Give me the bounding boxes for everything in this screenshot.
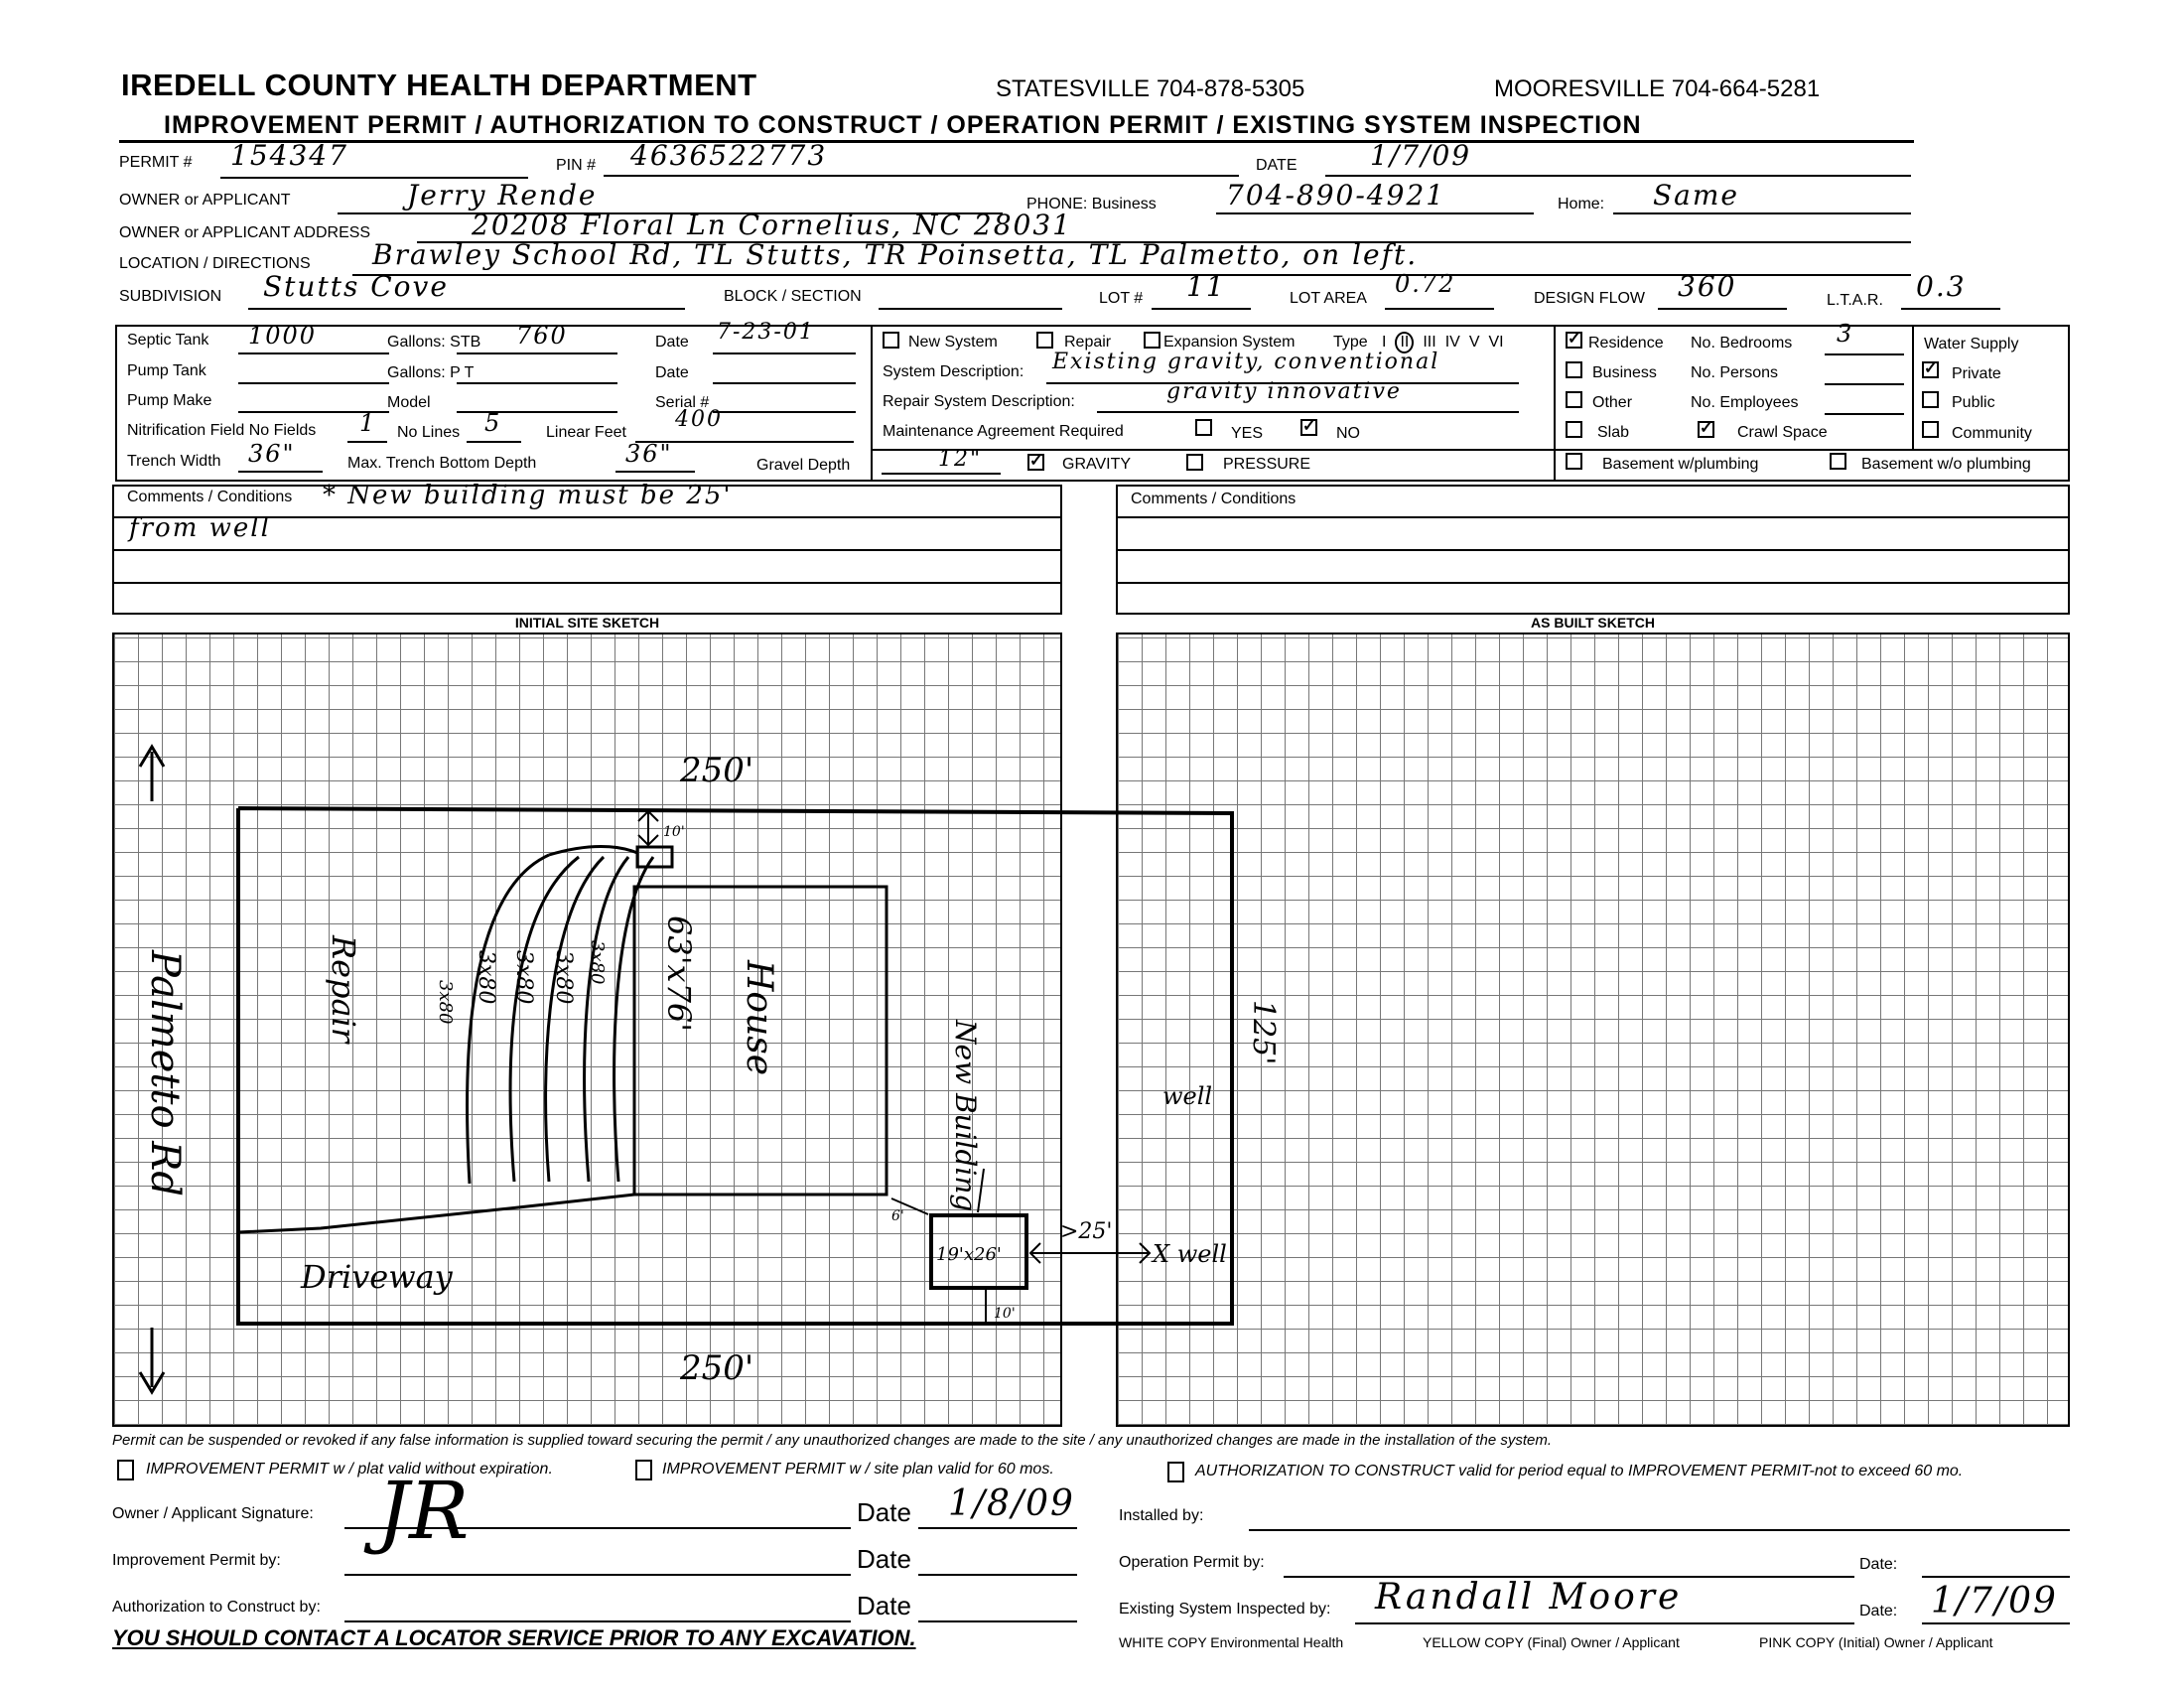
well-label: well	[1162, 1082, 1213, 1110]
lot-label: LOT #	[1099, 290, 1144, 307]
ltar[interactable]: 0.3	[1916, 270, 1967, 303]
well-distance-label: >25'	[1060, 1219, 1113, 1244]
white-copy-label: WHITE COPY Environmental Health	[1119, 1634, 1344, 1650]
new-building-dimension: 19'x26'	[936, 1244, 1002, 1265]
trench-line	[585, 857, 628, 1182]
house-gap-label: 6'	[891, 1208, 904, 1224]
crawl-space-label: Crawl Space	[1737, 424, 1828, 441]
gallons-stb-label: Gallons: STB	[387, 334, 481, 351]
trench-line	[510, 857, 579, 1182]
improvement-date-label: Date	[857, 1544, 911, 1574]
other-label: Other	[1592, 394, 1633, 411]
improvement-permit-by-label: Improvement Permit by:	[112, 1552, 281, 1569]
mooresville-phone: MOORESVILLE 704-664-5281	[1494, 75, 1821, 102]
basement-w-plumbing-label: Basement w/plumbing	[1602, 456, 1759, 473]
trench-label: 3x80	[435, 980, 456, 1025]
ltar-label: L.T.A.R.	[1827, 292, 1883, 309]
system-description-label: System Description:	[883, 363, 1024, 380]
no-fields[interactable]: 1	[359, 409, 377, 437]
yellow-copy-label: YELLOW COPY (Final) Owner / Applicant	[1423, 1634, 1680, 1650]
linear-feet-label: Linear Feet	[546, 424, 626, 441]
type-label: Type	[1333, 334, 1368, 351]
trench-line	[468, 855, 549, 1184]
site-plan-checkbox[interactable]	[635, 1460, 652, 1480]
divider	[119, 140, 1914, 143]
gallons-stb[interactable]: 760	[516, 322, 568, 350]
owner-signature-date[interactable]: 1/8/09	[948, 1483, 1075, 1524]
pink-copy-label: PINK COPY (Initial) Owner / Applicant	[1759, 1634, 1993, 1650]
authorization-label: AUTHORIZATION TO CONSTRUCT valid for period equal to IMPROVEMENT PERMIT-not to exceed 60 mo.	[1195, 1463, 1964, 1479]
repair-checkbox[interactable]	[1036, 332, 1053, 349]
septic-tank-icon	[637, 847, 672, 867]
comments-left-label: Comments / Conditions	[127, 489, 293, 505]
department-title: IREDELL COUNTY HEALTH DEPARTMENT	[121, 68, 757, 102]
authorization-checkbox[interactable]	[1167, 1462, 1184, 1482]
house-dimension: 63'x76'	[660, 915, 698, 1033]
trench-label: 3x80	[551, 950, 576, 1005]
subdivision[interactable]: Stutts Cove	[263, 270, 449, 303]
gallons-pt-label: Gallons: P T	[387, 364, 475, 381]
owner-signature-label: Owner / Applicant Signature:	[112, 1505, 314, 1522]
phone-business-label: PHONE: Business	[1026, 196, 1157, 212]
existing-inspected-label: Existing System Inspected by:	[1119, 1601, 1331, 1618]
trench-width-label: Trench Width	[127, 453, 221, 470]
locator-warning: YOU SHOULD CONTACT A LOCATOR SERVICE PRIOR TO ANY EXCAVATION.	[112, 1625, 916, 1650]
setback-arrow	[638, 811, 658, 845]
persons-label: No. Persons	[1691, 364, 1779, 381]
pressure-checkbox[interactable]	[1186, 454, 1203, 471]
pump-make-label: Pump Make	[127, 392, 212, 409]
crawl-space-checkbox[interactable]: ✓	[1700, 420, 1713, 437]
plat-valid-checkbox[interactable]	[117, 1460, 134, 1480]
trench-label: 3x80	[511, 950, 536, 1005]
well-label: X well	[1153, 1240, 1227, 1268]
gravity-checkbox[interactable]: ✓	[1029, 453, 1043, 470]
water-supply-label: Water Supply	[1924, 336, 2019, 352]
authorization-by-label: Authorization to Construct by:	[112, 1599, 321, 1616]
residence-checkbox[interactable]: ✓	[1568, 331, 1581, 348]
comment-line[interactable]: from well	[129, 513, 271, 543]
pin-label: PIN #	[556, 157, 597, 174]
plat-valid-label: IMPROVEMENT PERMIT w / plat valid without expiration.	[146, 1461, 553, 1478]
comments-right-label: Comments / Conditions	[1131, 491, 1297, 507]
trench-line	[546, 857, 604, 1182]
statesville-phone: STATESVILLE 704-878-5305	[996, 75, 1305, 102]
owner-signature[interactable]	[377, 1465, 469, 1557]
new-system-label: New System	[908, 334, 998, 351]
form-subtitle: IMPROVEMENT PERMIT / AUTHORIZATION TO CONSTRUCT / OPERATION PERMIT / EXISTING SYSTEM INSPECTION	[164, 111, 1642, 139]
inspection-date[interactable]: 1/7/09	[1931, 1581, 2058, 1621]
linear-feet[interactable]: 400	[675, 407, 723, 432]
driveway-edge	[238, 1195, 634, 1232]
operation-permit-label: Operation Permit by:	[1119, 1554, 1265, 1571]
community-checkbox[interactable]	[1922, 421, 1939, 438]
serial-label: Serial #	[655, 394, 710, 411]
business-label: Business	[1592, 364, 1657, 381]
maintenance-label: Maintenance Agreement Required	[883, 423, 1124, 440]
house-label: House	[739, 960, 779, 1076]
repair-description[interactable]: gravity innovative	[1166, 379, 1402, 404]
lot-area[interactable]: 0.72	[1395, 270, 1456, 298]
top-dimension: 250'	[680, 751, 754, 790]
as-built-sketch-title: AS BUILT SKETCH	[1531, 615, 1655, 631]
permit-date[interactable]: 1/7/09	[1370, 139, 1472, 172]
existing-date-label: Date:	[1859, 1603, 1898, 1619]
type-option[interactable]: V	[1468, 334, 1480, 351]
septic-tank-gallons[interactable]: 1000	[248, 322, 318, 350]
road-arrow-up	[140, 747, 164, 801]
driveway-label: Driveway	[301, 1258, 453, 1296]
type-option[interactable]: I	[1382, 334, 1387, 351]
design-flow[interactable]: 360	[1678, 270, 1737, 303]
lot-number[interactable]: 11	[1186, 270, 1226, 303]
address-label: OWNER or APPLICANT ADDRESS	[119, 224, 371, 241]
owner-name[interactable]: Jerry Rende	[407, 179, 598, 211]
slab-checkbox[interactable]	[1566, 421, 1582, 438]
max-trench-depth[interactable]: 36"	[625, 440, 673, 468]
repair-label: Repair	[1064, 334, 1112, 351]
slab-label: Slab	[1597, 424, 1630, 441]
new-system-checkbox[interactable]	[883, 332, 899, 349]
public-label: Public	[1952, 394, 1995, 411]
location-directions[interactable]: Brawley School Rd, TL Stutts, TR Poinsetta, TL Palmetto, on left.	[372, 238, 1419, 271]
expansion-label: Expansion System	[1163, 334, 1296, 351]
type-option-selected[interactable]: II	[1395, 332, 1414, 353]
subdivision-label: SUBDIVISION	[119, 288, 222, 305]
residence-label: Residence	[1588, 335, 1664, 352]
no-lines[interactable]: 5	[484, 409, 502, 437]
septic-tank-label: Septic Tank	[127, 332, 209, 349]
initial-sketch-title: INITIAL SITE SKETCH	[514, 615, 660, 631]
tank-setback-label: 10'	[663, 824, 685, 840]
road-arrow-down	[140, 1328, 164, 1392]
lot-area-label: LOT AREA	[1290, 290, 1367, 307]
disclaimer: Permit can be suspended or revoked if any false information is supplied toward securing the permit / any unauthorized changes are made to the site / any unauthorized changes are made in the installation of the system.	[112, 1432, 1552, 1449]
business-checkbox[interactable]	[1566, 361, 1582, 378]
maintenance-no-label: NO	[1336, 425, 1360, 442]
site-sketch-drawing	[112, 633, 2069, 1427]
maintenance-yes-label: YES	[1231, 425, 1264, 442]
home-label: Home:	[1558, 196, 1605, 212]
basement-wo-plumbing-label: Basement w/o plumbing	[1861, 456, 2031, 473]
maintenance-yes-checkbox[interactable]	[1195, 419, 1212, 436]
phone-home[interactable]: Same	[1653, 179, 1739, 211]
septic-date[interactable]: 7-23-01	[717, 320, 815, 345]
block-label: BLOCK / SECTION	[724, 288, 862, 305]
location-label: LOCATION / DIRECTIONS	[119, 255, 311, 272]
repair-area-label: Repair	[325, 935, 362, 1044]
basement-wo-plumbing-checkbox[interactable]	[1830, 453, 1846, 470]
rear-setback-label: 10'	[994, 1306, 1016, 1322]
side-dimension: 125'	[1246, 1000, 1281, 1065]
date2-label: Date	[655, 364, 689, 381]
repair-description-label: Repair System Description:	[883, 393, 1075, 410]
basement-w-plumbing-checkbox[interactable]	[1566, 453, 1582, 470]
gravel-depth[interactable]: 12"	[938, 447, 983, 472]
well-distance-arrow	[1030, 1243, 1150, 1263]
trench-width[interactable]: 36"	[248, 440, 296, 468]
gravity-label: GRAVITY	[1062, 456, 1132, 473]
comment-line[interactable]: * New building must be 25'	[323, 481, 733, 510]
type-option[interactable]: III	[1423, 334, 1436, 351]
owner-signature-text: JR	[377, 1465, 470, 1557]
design-flow-label: DESIGN FLOW	[1534, 290, 1646, 307]
system-description[interactable]: Existing gravity, conventional	[1052, 350, 1440, 374]
pump-tank-label: Pump Tank	[127, 362, 206, 379]
type-option[interactable]: IV	[1444, 334, 1460, 351]
header-pipe	[549, 847, 637, 856]
trench-label: 3x80	[474, 950, 498, 1005]
installed-by-label: Installed by:	[1119, 1507, 1204, 1524]
date1-label: Date	[655, 334, 689, 351]
new-building-label: New Building	[949, 1020, 982, 1212]
model-label: Model	[387, 394, 431, 411]
maintenance-no-checkbox[interactable]: ✓	[1302, 418, 1316, 435]
bedrooms-label: No. Bedrooms	[1691, 335, 1793, 352]
site-plan-label: IMPROVEMENT PERMIT w / site plan valid for 60 mos.	[662, 1461, 1054, 1478]
owner-date-label: Date	[857, 1497, 911, 1527]
community-label: Community	[1952, 425, 2032, 442]
other-checkbox[interactable]	[1566, 391, 1582, 408]
permit-number[interactable]: 154347	[230, 139, 348, 172]
owner-address[interactable]: 20208 Floral Ln Cornelius, NC 28031	[472, 209, 1072, 241]
pressure-label: PRESSURE	[1223, 456, 1311, 473]
inspector-signature[interactable]: Randall Moore	[1375, 1577, 1683, 1618]
employees-label: No. Employees	[1691, 394, 1799, 411]
phone-business[interactable]: 704-890-4921	[1226, 179, 1446, 211]
date-label: DATE	[1256, 157, 1297, 174]
road-label: Palmetto Rd	[142, 950, 188, 1197]
gravel-depth-label: Gravel Depth	[756, 457, 851, 474]
owner-label: OWNER or APPLICANT	[119, 192, 291, 209]
private-label: Private	[1952, 365, 2001, 382]
authorization-date-label: Date	[857, 1591, 911, 1620]
private-checkbox[interactable]: ✓	[1924, 360, 1938, 377]
public-checkbox[interactable]	[1922, 391, 1939, 408]
expansion-checkbox[interactable]	[1144, 332, 1160, 349]
no-lines-label: No Lines	[397, 424, 461, 441]
bottom-dimension: 250'	[680, 1348, 754, 1388]
permit-label: PERMIT #	[119, 154, 193, 171]
nitrification-label: Nitrification Field No Fields	[127, 422, 317, 439]
max-depth-label: Max. Trench Bottom Depth	[347, 455, 537, 472]
operation-date-label: Date:	[1859, 1556, 1898, 1573]
type-option[interactable]: VI	[1488, 334, 1504, 351]
trench-label: 3x80	[587, 940, 608, 985]
bedrooms[interactable]: 3	[1837, 320, 1854, 348]
pin-number[interactable]: 4636522773	[630, 139, 828, 172]
